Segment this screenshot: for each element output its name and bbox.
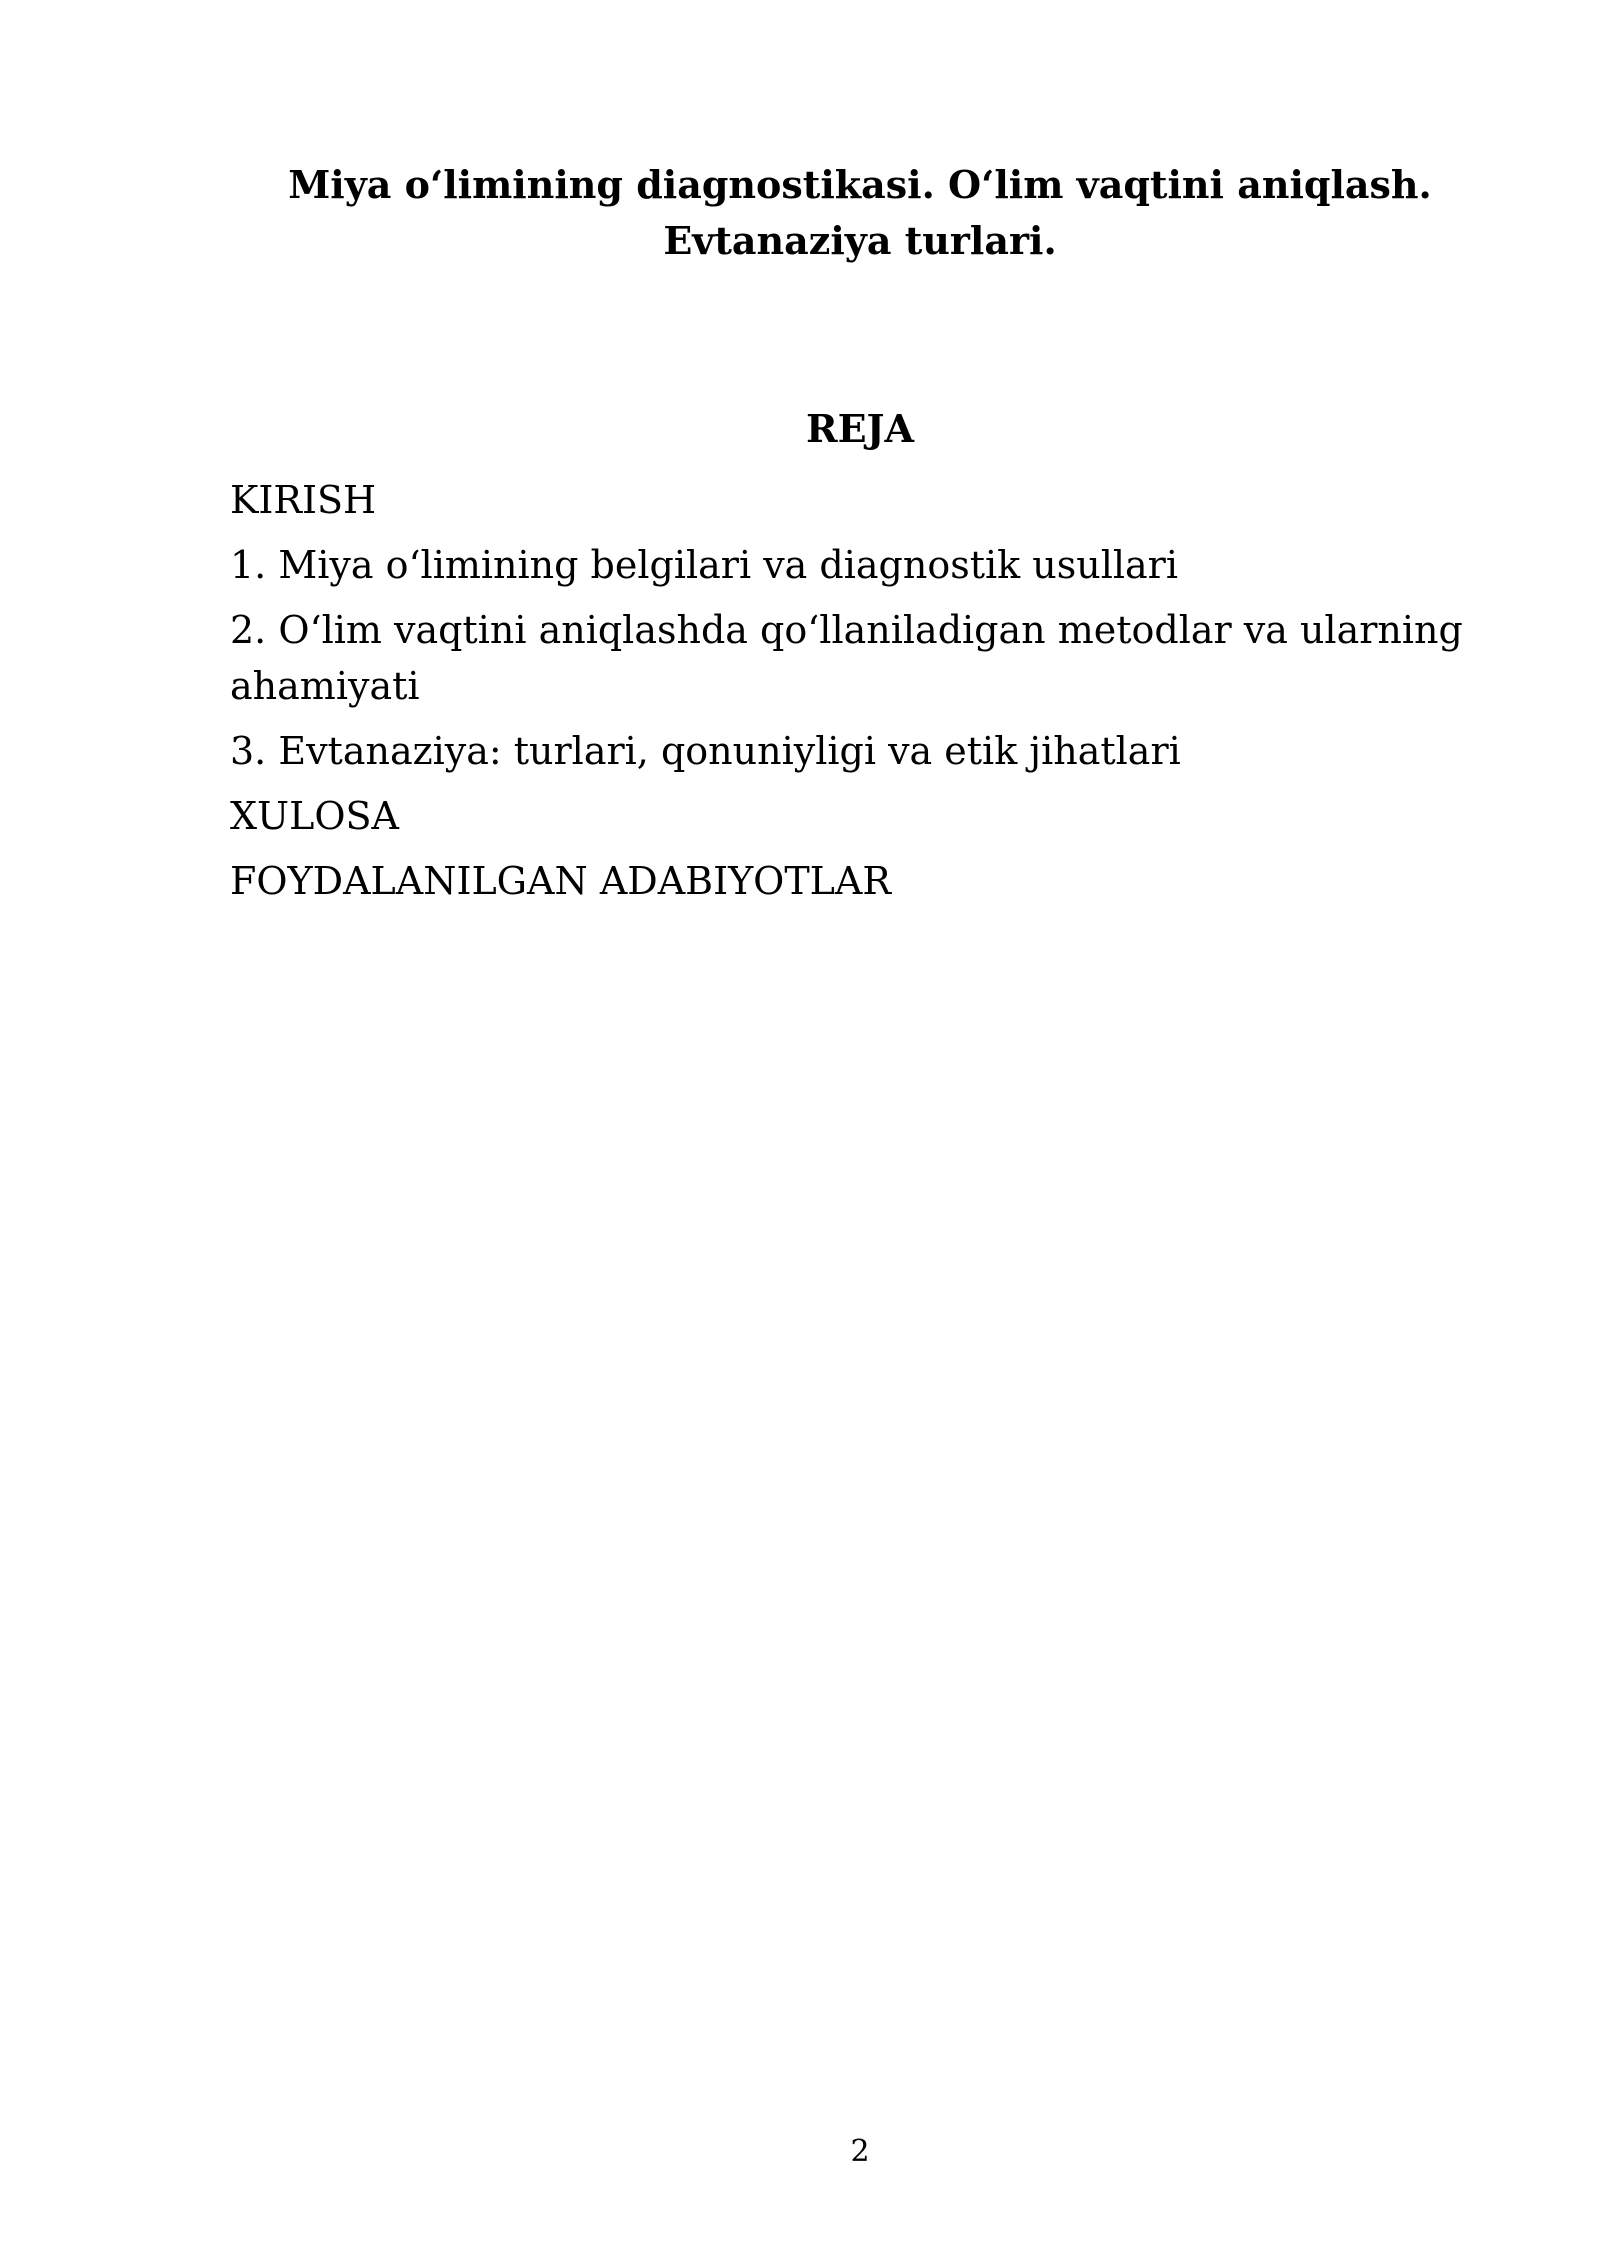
plan-heading: REJA xyxy=(805,406,914,451)
plan-item-1: 1. Miya o‘limining belgilari va diagnostik usullari xyxy=(230,543,1178,587)
plan-item-conclusion: XULOSA xyxy=(230,794,399,838)
document-title-line-1: Miya o‘limining diagnostikasi. O‘lim vaqtini aniqlash. xyxy=(288,162,1432,207)
page-number: 2 xyxy=(850,2134,870,2169)
plan-item-2-continued: ahamiyati xyxy=(230,664,420,708)
document-title-line-2: Evtanaziya turlari. xyxy=(663,218,1057,263)
plan-item-3: 3. Evtanaziya: turlari, qonuniyligi va etik jihatlari xyxy=(230,729,1181,773)
plan-item-2: 2. O‘lim vaqtini aniqlashda qo‘llaniladigan metodlar va ularning xyxy=(230,608,1463,652)
plan-item-intro: KIRISH xyxy=(230,478,377,522)
plan-item-references: FOYDALANILGAN ADABIYOTLAR xyxy=(230,859,891,903)
